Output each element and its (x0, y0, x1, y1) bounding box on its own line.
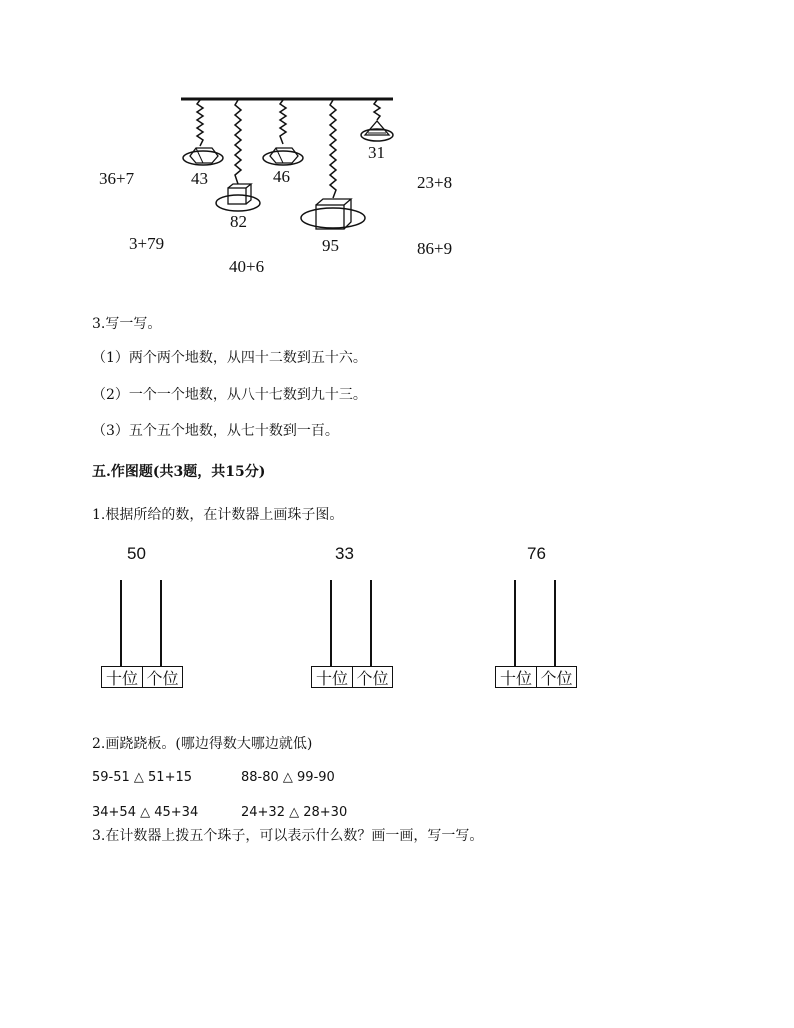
question-item: （1）两个两个地数，从四十二数到五十六。 (92, 350, 367, 366)
expression: 23+8 (417, 173, 453, 192)
hanging-number: 43 (191, 169, 208, 188)
hanging-figure (0, 0, 794, 300)
ones-label: 个位 (142, 667, 182, 687)
ones-rod (370, 580, 372, 666)
tens-rod (330, 580, 332, 666)
comparison: 24+32 △ 28+30 (241, 805, 348, 820)
ones-label: 个位 (352, 667, 392, 687)
hanging-number: 31 (368, 143, 385, 162)
pan-4 (301, 208, 365, 228)
question-2: 2.画跷跷板。(哪边得数大哪边就低) (92, 736, 313, 752)
expression: 86+9 (417, 239, 453, 258)
place-value-box (101, 666, 183, 688)
section-title: 3.写一写。 (92, 316, 162, 332)
hanging-number: 82 (230, 212, 247, 231)
spring-2 (235, 100, 241, 184)
expression: 40+6 (229, 257, 265, 276)
question-3: 3.在计数器上拨五个珠子，可以表示什么数？画一画，写一写。 (92, 828, 484, 844)
tens-label: 十位 (105, 668, 138, 688)
section-heading: 五.作图题(共3题，共15分) (92, 464, 266, 480)
comparison: 59-51 △ 51+15 (92, 770, 193, 785)
tens-rod (120, 580, 122, 666)
place-value-box (311, 666, 393, 688)
hanging-number: 46 (273, 167, 290, 186)
spring-3 (280, 100, 286, 144)
abacus-number: 76 (527, 544, 546, 563)
comparison: 88-80 △ 99-90 (241, 770, 335, 785)
ones-rod (160, 580, 162, 666)
pan-2 (216, 195, 260, 211)
hanging-number: 95 (322, 236, 339, 255)
comparison: 34+54 △ 45+34 (92, 805, 199, 820)
ones-label: 个位 (536, 667, 576, 687)
spring-4 (330, 100, 336, 198)
ones-rod (554, 580, 556, 666)
spring-1 (197, 100, 203, 146)
abacus-number: 50 (127, 544, 146, 563)
place-value-box (495, 666, 577, 688)
expression: 3+79 (129, 234, 165, 253)
expression: 36+7 (99, 169, 135, 188)
tens-label: 十位 (499, 668, 532, 688)
question-item: （2）一个一个地数，从八十七数到九十三。 (92, 387, 367, 403)
tens-label: 十位 (315, 668, 348, 688)
question-1: 1.根据所给的数，在计数器上画珠子图。 (92, 507, 344, 523)
spring-5 (374, 100, 380, 120)
abacus-number: 33 (335, 544, 354, 563)
question-item: （3）五个五个地数，从七十数到一百。 (92, 423, 339, 439)
tens-rod (514, 580, 516, 666)
